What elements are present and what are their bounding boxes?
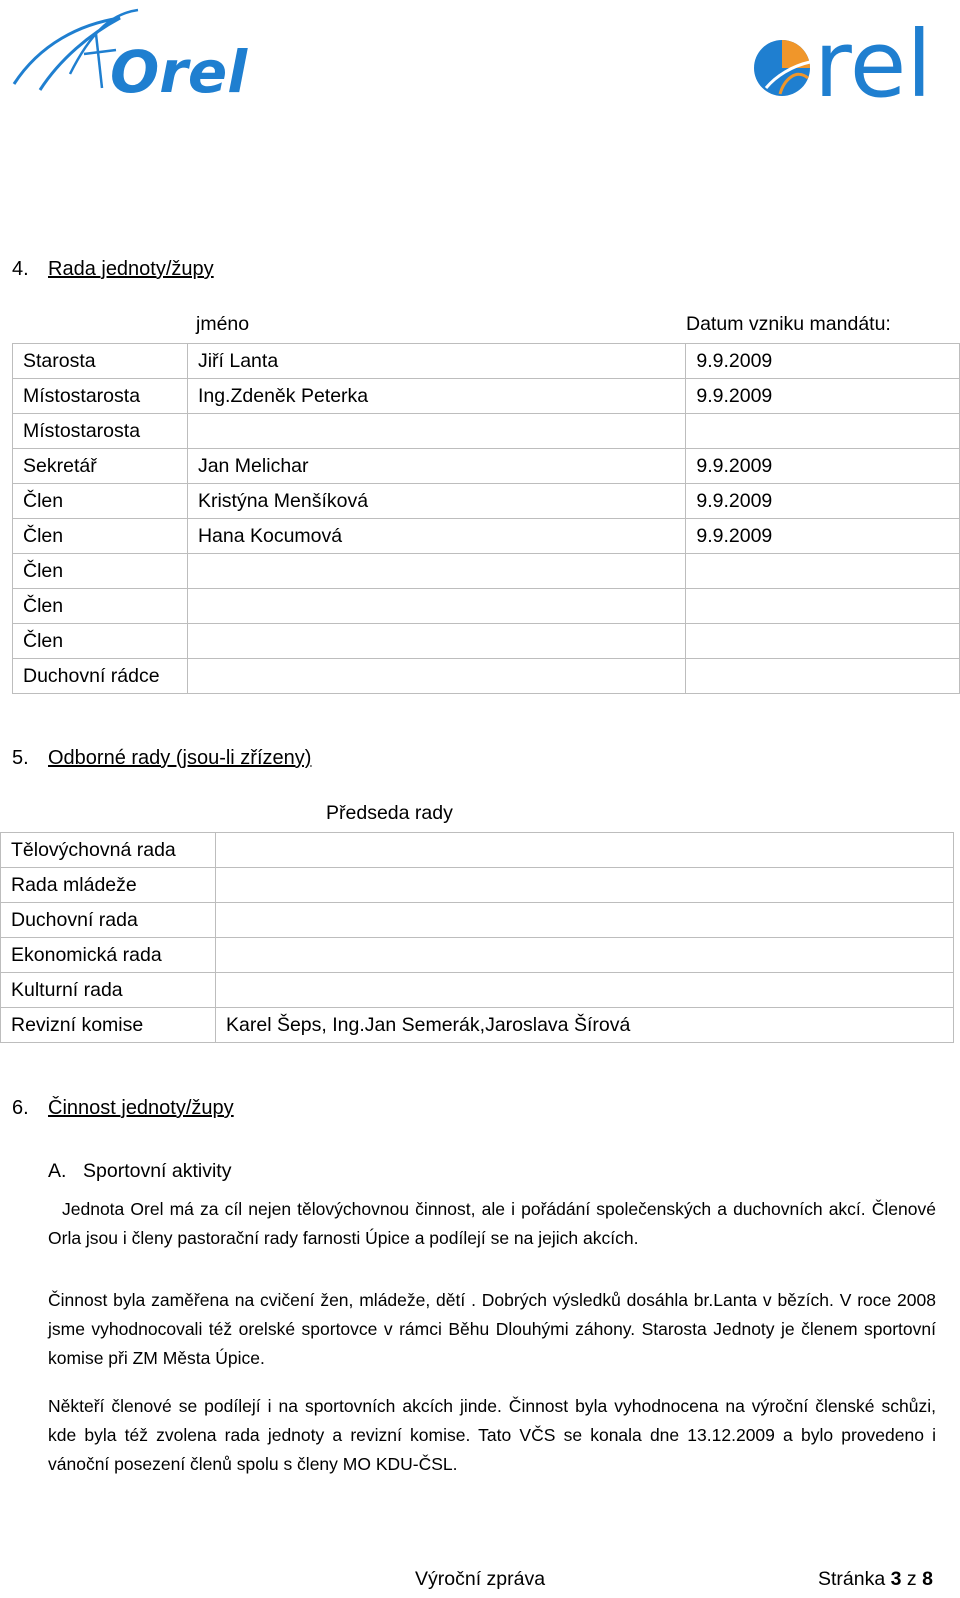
board-name-cell: Tělovýchovná rada [1, 833, 216, 868]
section-6-heading [12, 1097, 234, 1120]
council-row [13, 659, 960, 694]
board-name-cell: Kulturní rada [1, 973, 216, 1008]
council-row [13, 554, 960, 589]
subsection-a-heading [48, 1160, 231, 1183]
footer-page-of: z [906, 1568, 917, 1590]
footer-page-word: Stránka [818, 1568, 886, 1590]
council-role-cell: Člen [13, 589, 188, 624]
council-role-cell: Místostarosta [13, 379, 188, 414]
section-5-number: 5. [12, 747, 29, 769]
board-name-cell: Revizní komise [1, 1008, 216, 1043]
paragraph-1: Jednota Orel má za cíl nejen tělovýchovnou činnost, ale i pořádání společenských a duchovních akcí. Členové Orla jsou i členy pastorační rady farnosti Úpice a podílejí se na jejich akcích. [48, 1199, 936, 1248]
council-row [13, 414, 960, 449]
council-role-cell: Člen [13, 519, 188, 554]
council-role-cell: Starosta [13, 344, 188, 379]
council-name-cell [187, 659, 685, 694]
council-row [13, 519, 960, 554]
section-4-number: 4. [12, 258, 29, 280]
board-row [1, 938, 954, 973]
council-role-cell: Člen [13, 554, 188, 589]
orel-logo-left-text: Orel [110, 38, 248, 100]
council-date-cell [686, 624, 960, 659]
council-name-cell [187, 414, 685, 449]
column-header-name: jméno [196, 313, 250, 335]
boards-table [0, 832, 954, 1043]
council-role-cell: Člen [13, 484, 188, 519]
paragraph-2: Činnost byla zaměřena na cvičení žen, mládeže, dětí . Dobrých výsledků dosáhla br.Lanta v bězích. V roce 2008 jsme vyhodnocovali též orelské sportovce v rámci Běhu Dlouhými záhony. Starosta Jednoty je členem sportovní komise při ZM Města Úpice. [48, 1290, 936, 1368]
board-name-cell: Ekonomická rada [1, 938, 216, 973]
subsection-a-letter: A. [48, 1160, 67, 1182]
board-chair-cell [216, 903, 954, 938]
council-date-cell: 9.9.2009 [686, 519, 960, 554]
footer-page-current: 3 [890, 1568, 902, 1590]
council-name-cell [187, 589, 685, 624]
council-name-cell: Ing.Zdeněk Peterka [187, 379, 685, 414]
board-chair-cell [216, 973, 954, 1008]
board-row [1, 868, 954, 903]
council-row [13, 379, 960, 414]
column-header-date: Datum vzniku mandátu: [686, 313, 891, 335]
footer-page-number [818, 1568, 933, 1591]
board-chair-cell [216, 938, 954, 973]
council-name-cell: Jiří Lanta [187, 344, 685, 379]
council-name-cell: Kristýna Menšíková [187, 484, 685, 519]
council-date-cell: 9.9.2009 [686, 379, 960, 414]
council-table [12, 343, 960, 694]
council-row [13, 449, 960, 484]
board-row [1, 903, 954, 938]
council-date-cell [686, 554, 960, 589]
council-date-cell: 9.9.2009 [686, 449, 960, 484]
section-5-heading [12, 747, 311, 770]
board-row [1, 833, 954, 868]
board-name-cell: Duchovní rada [1, 903, 216, 938]
paragraph-3: Někteří členové se podílejí i na sportovních akcích jinde. Činnost byla vyhodnocena na výroční členské schůzi, kde byla též zvolena rada jednoty a revizní komise. Tato VČS se konala dne 13.12.2009 a bylo provedeno i vánoční posezení členů spolu s členy MO KDU-ČSL. [48, 1396, 936, 1474]
board-row [1, 1008, 954, 1043]
council-row [13, 484, 960, 519]
orel-logo-right [752, 6, 952, 102]
section-5-title: Odborné rady (jsou-li zřízeny) [48, 747, 312, 769]
council-name-cell: Jan Melichar [187, 449, 685, 484]
footer-page-total: 8 [922, 1568, 933, 1590]
column-header-chair: Předseda rady [326, 802, 453, 824]
section-4-heading [12, 258, 214, 281]
board-chair-cell [216, 868, 954, 903]
section-4-title: Rada jednoty/župy [48, 258, 214, 280]
board-chair-cell [216, 833, 954, 868]
footer-doc-title: Výroční zpráva [415, 1568, 546, 1590]
board-name-cell: Rada mládeže [1, 868, 216, 903]
orel-logo-right-text: rel [814, 11, 932, 102]
council-date-cell [686, 659, 960, 694]
council-role-cell: Duchovní rádce [13, 659, 188, 694]
council-date-cell: 9.9.2009 [686, 344, 960, 379]
subsection-a-title: Sportovní aktivity [83, 1160, 232, 1182]
council-name-cell [187, 624, 685, 659]
council-date-cell [686, 414, 960, 449]
council-row [13, 589, 960, 624]
board-chair-cell: Karel Šeps, Ing.Jan Semerák,Jaroslava Šírová [216, 1008, 954, 1043]
council-role-cell: Člen [13, 624, 188, 659]
board-row [1, 973, 954, 1008]
council-row [13, 344, 960, 379]
council-row [13, 624, 960, 659]
council-role-cell: Místostarosta [13, 414, 188, 449]
section-6-title: Činnost jednoty/župy [48, 1097, 234, 1119]
council-name-cell [187, 554, 685, 589]
council-name-cell: Hana Kocumová [187, 519, 685, 554]
orel-logo-left [10, 4, 255, 100]
council-role-cell: Sekretář [13, 449, 188, 484]
council-date-cell: 9.9.2009 [686, 484, 960, 519]
section-6-number: 6. [12, 1097, 29, 1119]
council-date-cell [686, 589, 960, 624]
